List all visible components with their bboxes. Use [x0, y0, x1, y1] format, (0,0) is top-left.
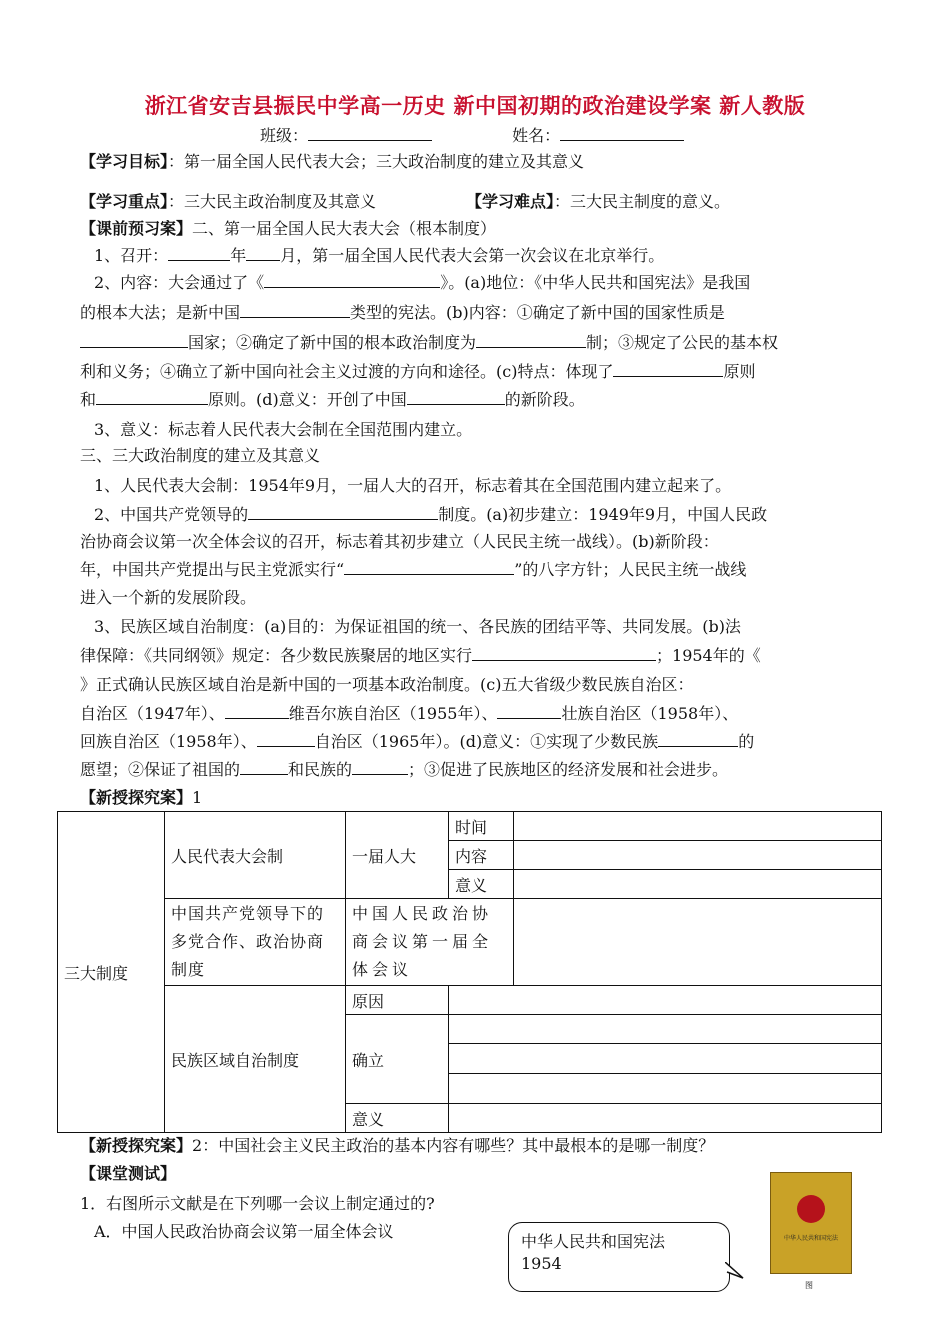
preview: 【课前预习案】二、第一届全国人民大表大会（根本制度）: [80, 219, 497, 238]
col-three-systems: 三大制度: [58, 812, 165, 1133]
p1: 1、召开： 年 月，第一届全国人民代表大会第一次会议在北京举行。: [80, 241, 889, 271]
row-npc-name: 人民代表大会制: [165, 812, 346, 899]
autonomy-meaning-answer[interactable]: [449, 1104, 882, 1133]
npc-meaning-label: 意义: [449, 870, 514, 899]
explore-1: 【新授探究案】1: [80, 788, 203, 807]
image-caption: 图: [805, 1281, 813, 1290]
r1: 3、民族区域自治制度：(a)目的：为保证祖国的统一、各民族的团结平等、共同发展。(b)法: [94, 617, 741, 636]
test-label: 【课堂测试】: [80, 1164, 177, 1183]
row-cppcc-name: 中国共产党领导下的多党合作、政治协商制度: [165, 899, 346, 986]
page-title: 浙江省安吉县振民中学高一历史 新中国初期的政治建设学案 新人教版: [144, 94, 806, 118]
p7: 3、意义：标志着人民代表大会制在全国范围内建立。: [94, 420, 473, 439]
r3: 》正式确认民族区域自治是新中国的一项基本政治制度。(c)五大省级少数民族自治区：: [80, 675, 694, 694]
r5: 回族自治区（1958年）、 自治区（1965年）。(d)意义：①实现了少数民族 的: [80, 727, 875, 757]
r2: 律保障：《共同纲领》规定：各少数民族聚居的地区实行 ；1954年的《: [80, 641, 875, 671]
test-q1-option-a[interactable]: A．中国人民政治协商会议第一届全体会议: [94, 1222, 394, 1241]
row-npc-sub: 一届人大: [346, 812, 449, 899]
row-cppcc-sub: 中国人民政治协商会议第一届全体会议: [346, 899, 514, 986]
p4: 国家；②确定了新中国的根本政治制度为 制；③规定了公民的基本权: [80, 328, 875, 358]
r6: 愿望；②保证了祖国的 和民族的 ；③促进了民族地区的经济发展和社会进步。: [80, 755, 875, 785]
q5: 进入一个新的发展阶段。: [80, 588, 257, 607]
class-blank[interactable]: [308, 122, 432, 141]
bubble-tail: [725, 1262, 745, 1282]
p3: 的根本大法；是新中国 类型的宪法。(b)内容：①确定了新中国的国家性质是: [80, 298, 875, 328]
name-label: 姓名：: [512, 126, 561, 145]
autonomy-reason-answer[interactable]: [449, 986, 882, 1015]
row-autonomy-name: 民族区域自治制度: [165, 986, 346, 1133]
speech-bubble: 中华人民共和国宪法 1954: [508, 1222, 730, 1292]
constitution-image: 中华人民共和国宪法: [770, 1172, 852, 1274]
explore-2: 【新授探究案】2：中国社会主义民主政治的基本内容有哪些？其中最根本的是哪一制度？: [80, 1136, 715, 1155]
class-label: 班级：: [260, 126, 309, 145]
q2: 2、中国共产党领导的 制度。(a)初步建立：1949年9月，中国人民政: [80, 500, 889, 530]
goals: 【学习目标】：第一届全国人民代表大会；三大政治制度的建立及其意义: [80, 152, 585, 171]
national-emblem-icon: [797, 1195, 825, 1223]
p2: 2、内容：大会通过了《 》。(a)地位：《中华人民共和国宪法》是我国: [80, 268, 889, 298]
npc-meaning-answer[interactable]: [514, 870, 882, 899]
p6: 和 原则。(d)意义：开创了中国 的新阶段。: [80, 385, 875, 415]
npc-time-label: 时间: [449, 812, 514, 841]
q3: 治协商会议第一次全体会议的召开，标志着其初步建立（人民民主统一战线）。(b)新阶段：: [80, 532, 719, 551]
npc-content-answer[interactable]: [514, 841, 882, 870]
systems-table: [57, 811, 882, 1133]
p5: 利和义务；④确立了新中国向社会主义过渡的方向和途径。(c)特点：体现了 原则: [80, 357, 875, 387]
npc-content-label: 内容: [449, 841, 514, 870]
autonomy-establish-answer[interactable]: [449, 1015, 882, 1104]
r4: 自治区（1947年）、 维吾尔族自治区（1955年）、 壮族自治区（1958年）、: [80, 699, 875, 729]
autonomy-reason-label: 原因: [346, 986, 449, 1015]
autonomy-establish-label: 确立: [346, 1015, 449, 1104]
q4: 年，中国共产党提出与民主党派实行“ ”的八字方针；人民民主统一战线: [80, 555, 875, 585]
section-3: 三、三大政治制度的建立及其意义: [80, 446, 321, 465]
name-blank[interactable]: [560, 122, 684, 141]
focus: 【学习重点】：三大民主政治制度及其意义 【学习难点】：三大民主制度的意义。: [80, 192, 731, 211]
npc-time-answer[interactable]: [514, 812, 882, 841]
test-q1: 1．右图所示文献是在下列哪一会议上制定通过的?: [80, 1194, 435, 1213]
q1: 1、人民代表大会制：1954年9月，一届人大的召开，标志着其在全国范围内建立起来了。: [94, 476, 732, 495]
autonomy-meaning-label: 意义: [346, 1104, 449, 1133]
cppcc-answer[interactable]: [514, 899, 882, 986]
